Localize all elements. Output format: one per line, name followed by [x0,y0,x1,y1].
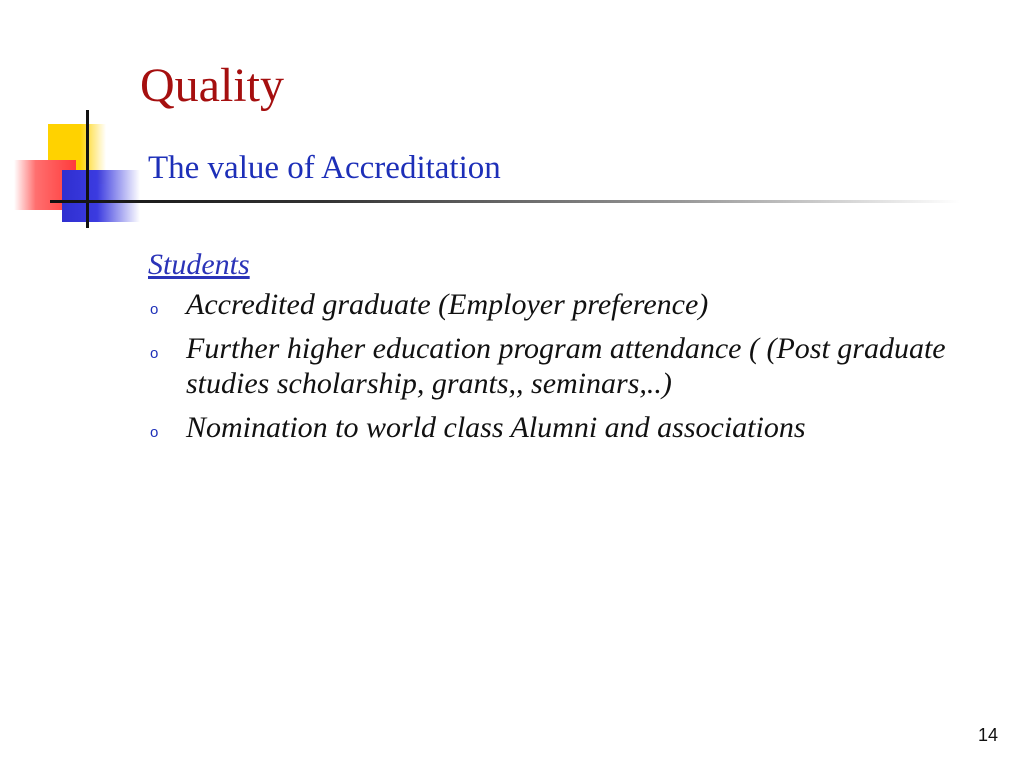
decorative-logo [0,0,150,240]
bullet-list [148,288,948,446]
title-divider-line [50,200,960,203]
slide-title: Quality [140,59,284,112]
logo-vertical-line [86,110,89,228]
logo-blue-square [62,170,140,222]
bullet-circle-icon: o [150,345,159,362]
bullet-item [148,411,948,446]
bullet-circle-icon: o [150,300,159,318]
section-heading-students: Students [148,248,250,281]
bullet-item [148,288,948,323]
bullet-text: Further higher education program attendance ( (Post graduate studies scholarship, grants,, seminars,..) [186,332,946,400]
bullet-text: Accredited graduate (Employer preference) [186,287,709,321]
bullet-item [148,332,948,401]
slide-content [148,246,948,456]
slide-subtitle: The value of Accreditation [148,150,501,186]
page-number: 14 [977,725,998,745]
bullet-circle-icon: o [150,424,159,441]
bullet-text: Nomination to world class Alumni and associations [186,411,806,444]
